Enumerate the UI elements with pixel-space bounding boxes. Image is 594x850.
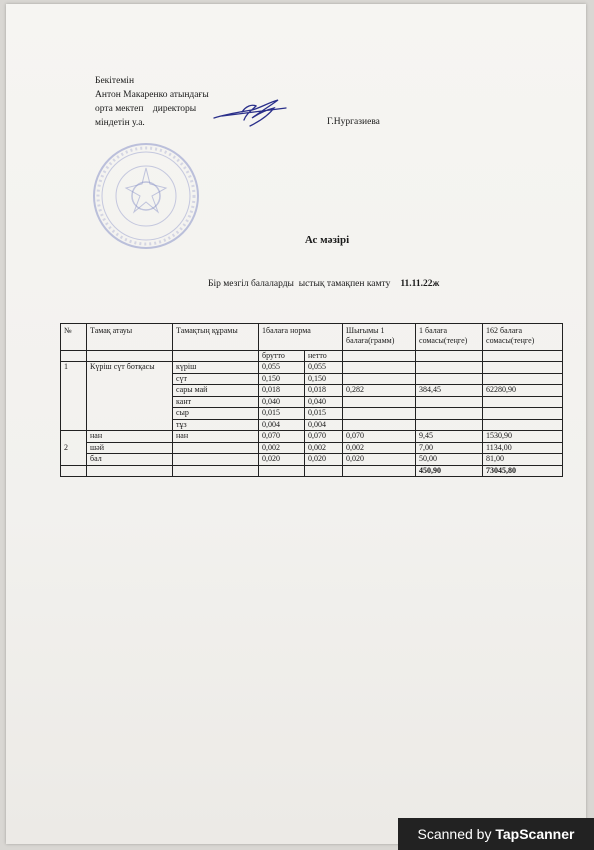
table-row: [61, 454, 563, 466]
table-cell: [483, 373, 563, 385]
col-subheader: брутто: [259, 351, 305, 362]
table-cell: 62280,90: [483, 385, 563, 397]
subtitle-text: Бір мезгіл балаларды ыстық тамақпен камту: [208, 279, 391, 289]
table-cell: сыр: [173, 408, 259, 420]
col-header: Тамақ атауы: [87, 324, 173, 351]
table-cell: [305, 465, 343, 477]
table-cell: [173, 351, 259, 362]
table-cell: 0,018: [305, 385, 343, 397]
table-cell: [416, 373, 483, 385]
table-cell: нан: [173, 431, 259, 443]
table-cell: [173, 454, 259, 466]
table-cell: 0,040: [259, 396, 305, 408]
table-cell: сүт: [173, 373, 259, 385]
table-cell: [483, 351, 563, 362]
table-cell: шәй: [87, 442, 173, 454]
table-cell: [87, 351, 173, 362]
table-cell: нан: [87, 431, 173, 443]
table-cell: [61, 465, 87, 477]
table-cell: [343, 362, 416, 374]
table-cell: [416, 419, 483, 431]
document-subtitle: [208, 279, 439, 289]
approval-line: орта мектеп директоры: [95, 104, 197, 114]
total-cost-one: 450,90: [416, 465, 483, 477]
table-cell: [343, 373, 416, 385]
table-cell: 0,150: [305, 373, 343, 385]
table-cell: 0,002: [259, 442, 305, 454]
table-cell: [416, 351, 483, 362]
table-cell: [483, 408, 563, 420]
approval-line: Антон Макаренко атындағы: [95, 90, 209, 100]
table-cell: [343, 351, 416, 362]
col-header: 162 балаға сомасы(теңге): [483, 324, 563, 351]
table-cell: 0,282: [343, 385, 416, 397]
table-cell: 0,004: [259, 419, 305, 431]
table-cell: 0,015: [259, 408, 305, 420]
table-cell: күріш: [173, 362, 259, 374]
table-cell: 9,45: [416, 431, 483, 443]
menu-table: [60, 323, 563, 477]
table-cell: [343, 396, 416, 408]
table-cell: 0,018: [259, 385, 305, 397]
col-header: 1балаға норма: [259, 324, 343, 351]
table-cell: 0,002: [305, 442, 343, 454]
table-cell: 2: [61, 431, 87, 466]
table-row: [61, 362, 563, 374]
table-cell: [416, 408, 483, 420]
table-header-row: [61, 324, 563, 351]
col-header: Тамақтың құрамы: [173, 324, 259, 351]
table-cell: 0,020: [259, 454, 305, 466]
table-cell: 1134,00: [483, 442, 563, 454]
table-cell: [173, 442, 259, 454]
table-cell: Күріш сүт ботқасы: [87, 362, 173, 431]
table-cell: [483, 362, 563, 374]
table-cell: 1: [61, 362, 87, 431]
col-header: 1 балаға сомасы(теңге): [416, 324, 483, 351]
table-cell: [61, 351, 87, 362]
table-cell: [483, 396, 563, 408]
table-cell: [87, 465, 173, 477]
table-cell: 0,002: [343, 442, 416, 454]
table-cell: [343, 465, 416, 477]
table-cell: [343, 408, 416, 420]
table-cell: 0,070: [305, 431, 343, 443]
watermark-prefix: Scanned by: [417, 826, 496, 842]
signer-name: Г.Нургазиева: [327, 117, 380, 127]
table-subheader-row: [61, 351, 563, 362]
table-cell: тұз: [173, 419, 259, 431]
table-cell: 0,055: [305, 362, 343, 374]
table-cell: 384,45: [416, 385, 483, 397]
table-cell: 81,00: [483, 454, 563, 466]
table-cell: 0,004: [305, 419, 343, 431]
table-cell: 7,00: [416, 442, 483, 454]
col-subheader: нетто: [305, 351, 343, 362]
table-cell: [483, 419, 563, 431]
table-cell: 0,020: [343, 454, 416, 466]
table-cell: 0,015: [305, 408, 343, 420]
col-header: №: [61, 324, 87, 351]
table-cell: 0,020: [305, 454, 343, 466]
table-cell: [259, 465, 305, 477]
table-cell: 1530,90: [483, 431, 563, 443]
table-cell: 0,150: [259, 373, 305, 385]
table-total-row: [61, 465, 563, 477]
table-cell: [343, 419, 416, 431]
table-cell: 0,070: [343, 431, 416, 443]
watermark-brand: TapScanner: [495, 826, 575, 842]
table-row: [61, 442, 563, 454]
table-cell: [416, 396, 483, 408]
signature-icon: [212, 96, 292, 130]
document-title: Ас мәзірі: [304, 234, 350, 246]
scanner-watermark: [398, 818, 594, 850]
approval-line: Бекітемін: [95, 76, 135, 86]
table-cell: 0,055: [259, 362, 305, 374]
table-cell: 0,040: [305, 396, 343, 408]
table-cell: бал: [87, 454, 173, 466]
col-header: Шығымы 1 балаға(грамм): [343, 324, 416, 351]
subtitle-date: 11.11.22ж: [400, 279, 440, 289]
table-cell: [416, 362, 483, 374]
table-row: [61, 431, 563, 443]
table-cell: сары май: [173, 385, 259, 397]
total-cost-all: 73045,80: [483, 465, 563, 477]
table-cell: 0,070: [259, 431, 305, 443]
approval-line: міндетін у.а.: [95, 118, 145, 128]
table-cell: [173, 465, 259, 477]
table-cell: кант: [173, 396, 259, 408]
table-cell: 50,00: [416, 454, 483, 466]
